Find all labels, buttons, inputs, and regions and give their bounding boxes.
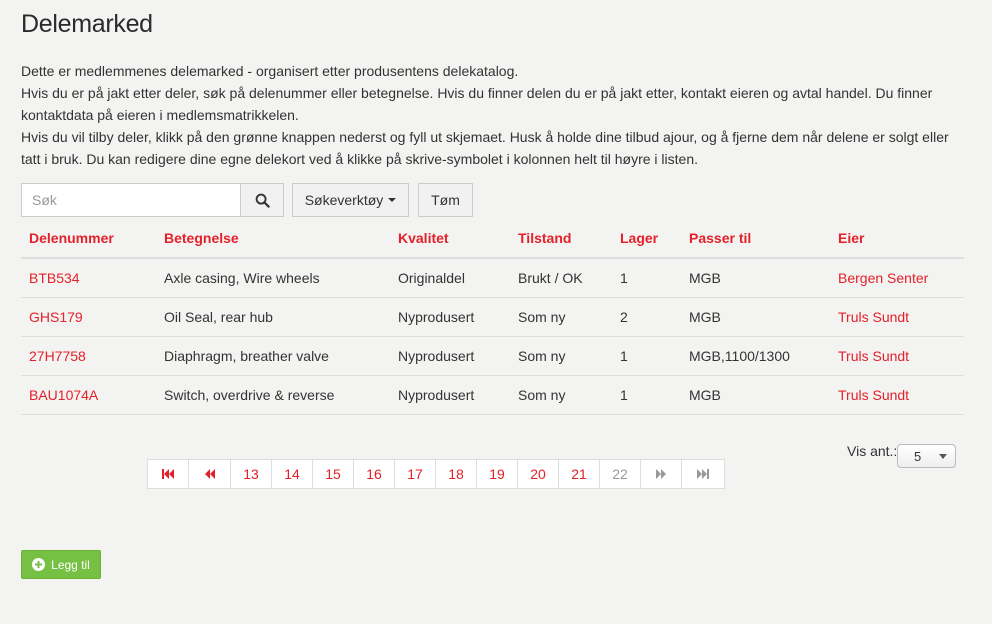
search-group bbox=[21, 183, 284, 217]
cell-kvalitet: Nyprodusert bbox=[390, 298, 510, 337]
page-22-current: 22 bbox=[599, 459, 641, 489]
header-eier[interactable]: Eier bbox=[830, 219, 964, 258]
header-delenummer[interactable]: Delenummer bbox=[21, 219, 156, 258]
cell-passer-til: MGB bbox=[681, 298, 830, 337]
page-19[interactable]: 19 bbox=[476, 459, 518, 489]
search-tools-dropdown[interactable] bbox=[292, 183, 409, 217]
page-size-label: Vis ant.: bbox=[847, 443, 898, 459]
pagination bbox=[148, 459, 725, 489]
header-kvalitet[interactable]: Kvalitet bbox=[390, 219, 510, 258]
cell-betegnelse: Axle casing, Wire wheels bbox=[156, 258, 390, 298]
page-title: Delemarked bbox=[21, 10, 153, 38]
table-row bbox=[21, 337, 964, 376]
plus-circle-icon bbox=[32, 558, 45, 571]
cell-betegnelse: Switch, overdrive & reverse bbox=[156, 376, 390, 415]
part-number-link[interactable]: 27H7758 bbox=[21, 337, 156, 376]
page-15[interactable]: 15 bbox=[312, 459, 354, 489]
header-passer-til[interactable]: Passer til bbox=[681, 219, 830, 258]
parts-table bbox=[21, 219, 964, 415]
page-21[interactable]: 21 bbox=[558, 459, 600, 489]
cell-passer-til: MGB bbox=[681, 376, 830, 415]
cell-kvalitet: Nyprodusert bbox=[390, 376, 510, 415]
add-part-label: Legg til bbox=[51, 557, 90, 572]
part-number-link[interactable]: BTB534 bbox=[21, 258, 156, 298]
clear-label: Tøm bbox=[431, 192, 460, 208]
cell-lager: 1 bbox=[612, 337, 681, 376]
next-page-icon bbox=[655, 469, 667, 479]
intro-line-1: Dette er medlemmenes delemarked - organisert etter produsentens delekatalog. bbox=[21, 63, 519, 79]
clear-button[interactable] bbox=[418, 183, 473, 217]
intro-line-2: Hvis du er på jakt etter deler, søk på delenummer eller betegnelse. Hvis du finner delen du er på jakt etter, kontakt eieren og avtal handel. Du finner kontaktdata på eieren i medlemsmatrikkelen. bbox=[21, 85, 933, 123]
add-part-button[interactable] bbox=[21, 550, 101, 579]
cell-betegnelse: Diaphragm, breather valve bbox=[156, 337, 390, 376]
caret-down-icon bbox=[388, 198, 396, 202]
next-page-button[interactable] bbox=[640, 459, 682, 489]
owner-link[interactable]: Truls Sundt bbox=[830, 298, 964, 337]
last-page-icon bbox=[697, 469, 709, 479]
search-button[interactable] bbox=[240, 183, 284, 217]
cell-passer-til: MGB,1100/1300 bbox=[681, 337, 830, 376]
cell-passer-til: MGB bbox=[681, 258, 830, 298]
intro-text bbox=[21, 60, 961, 170]
page-20[interactable]: 20 bbox=[517, 459, 559, 489]
cell-lager: 2 bbox=[612, 298, 681, 337]
prev-page-icon bbox=[204, 469, 216, 479]
cell-lager: 1 bbox=[612, 258, 681, 298]
chevron-down-icon bbox=[939, 454, 947, 459]
intro-line-3: Hvis du vil tilby deler, klikk på den grønne knappen nederst og fyll ut skjemaet. Husk å holde dine tilbud ajour, og å fjerne dem når delene er solgt eller tatt i bruk. Du kan redigere dine egne delekort ved å klikke på skrive-symbolet i kolonnen helt til høyre i listen. bbox=[21, 129, 949, 167]
cell-lager: 1 bbox=[612, 376, 681, 415]
search-tools-label: Søkeverktøy bbox=[304, 192, 384, 208]
page-size-value: 5 bbox=[914, 448, 922, 464]
part-number-link[interactable]: GHS179 bbox=[21, 298, 156, 337]
cell-kvalitet: Originaldel bbox=[390, 258, 510, 298]
table-row bbox=[21, 298, 964, 337]
page-17[interactable]: 17 bbox=[394, 459, 436, 489]
owner-link[interactable]: Bergen Senter bbox=[830, 258, 964, 298]
cell-kvalitet: Nyprodusert bbox=[390, 337, 510, 376]
page-13[interactable]: 13 bbox=[230, 459, 272, 489]
header-lager[interactable]: Lager bbox=[612, 219, 681, 258]
page-16[interactable]: 16 bbox=[353, 459, 395, 489]
header-tilstand[interactable]: Tilstand bbox=[510, 219, 612, 258]
cell-tilstand: Brukt / OK bbox=[510, 258, 612, 298]
cell-tilstand: Som ny bbox=[510, 337, 612, 376]
table-header-row bbox=[21, 219, 964, 258]
page-18[interactable]: 18 bbox=[435, 459, 477, 489]
table-row bbox=[21, 258, 964, 298]
search-input[interactable] bbox=[21, 183, 240, 217]
owner-link[interactable]: Truls Sundt bbox=[830, 376, 964, 415]
cell-tilstand: Som ny bbox=[510, 298, 612, 337]
first-page-icon bbox=[162, 469, 174, 479]
table-row bbox=[21, 376, 964, 415]
owner-link[interactable]: Truls Sundt bbox=[830, 337, 964, 376]
part-number-link[interactable]: BAU1074A bbox=[21, 376, 156, 415]
page-14[interactable]: 14 bbox=[271, 459, 313, 489]
header-betegnelse[interactable]: Betegnelse bbox=[156, 219, 390, 258]
search-icon bbox=[255, 193, 270, 208]
last-page-button[interactable] bbox=[681, 459, 725, 489]
cell-tilstand: Som ny bbox=[510, 376, 612, 415]
prev-page-button[interactable] bbox=[188, 459, 231, 489]
first-page-button[interactable] bbox=[147, 459, 189, 489]
cell-betegnelse: Oil Seal, rear hub bbox=[156, 298, 390, 337]
page-size-select[interactable] bbox=[897, 444, 956, 468]
